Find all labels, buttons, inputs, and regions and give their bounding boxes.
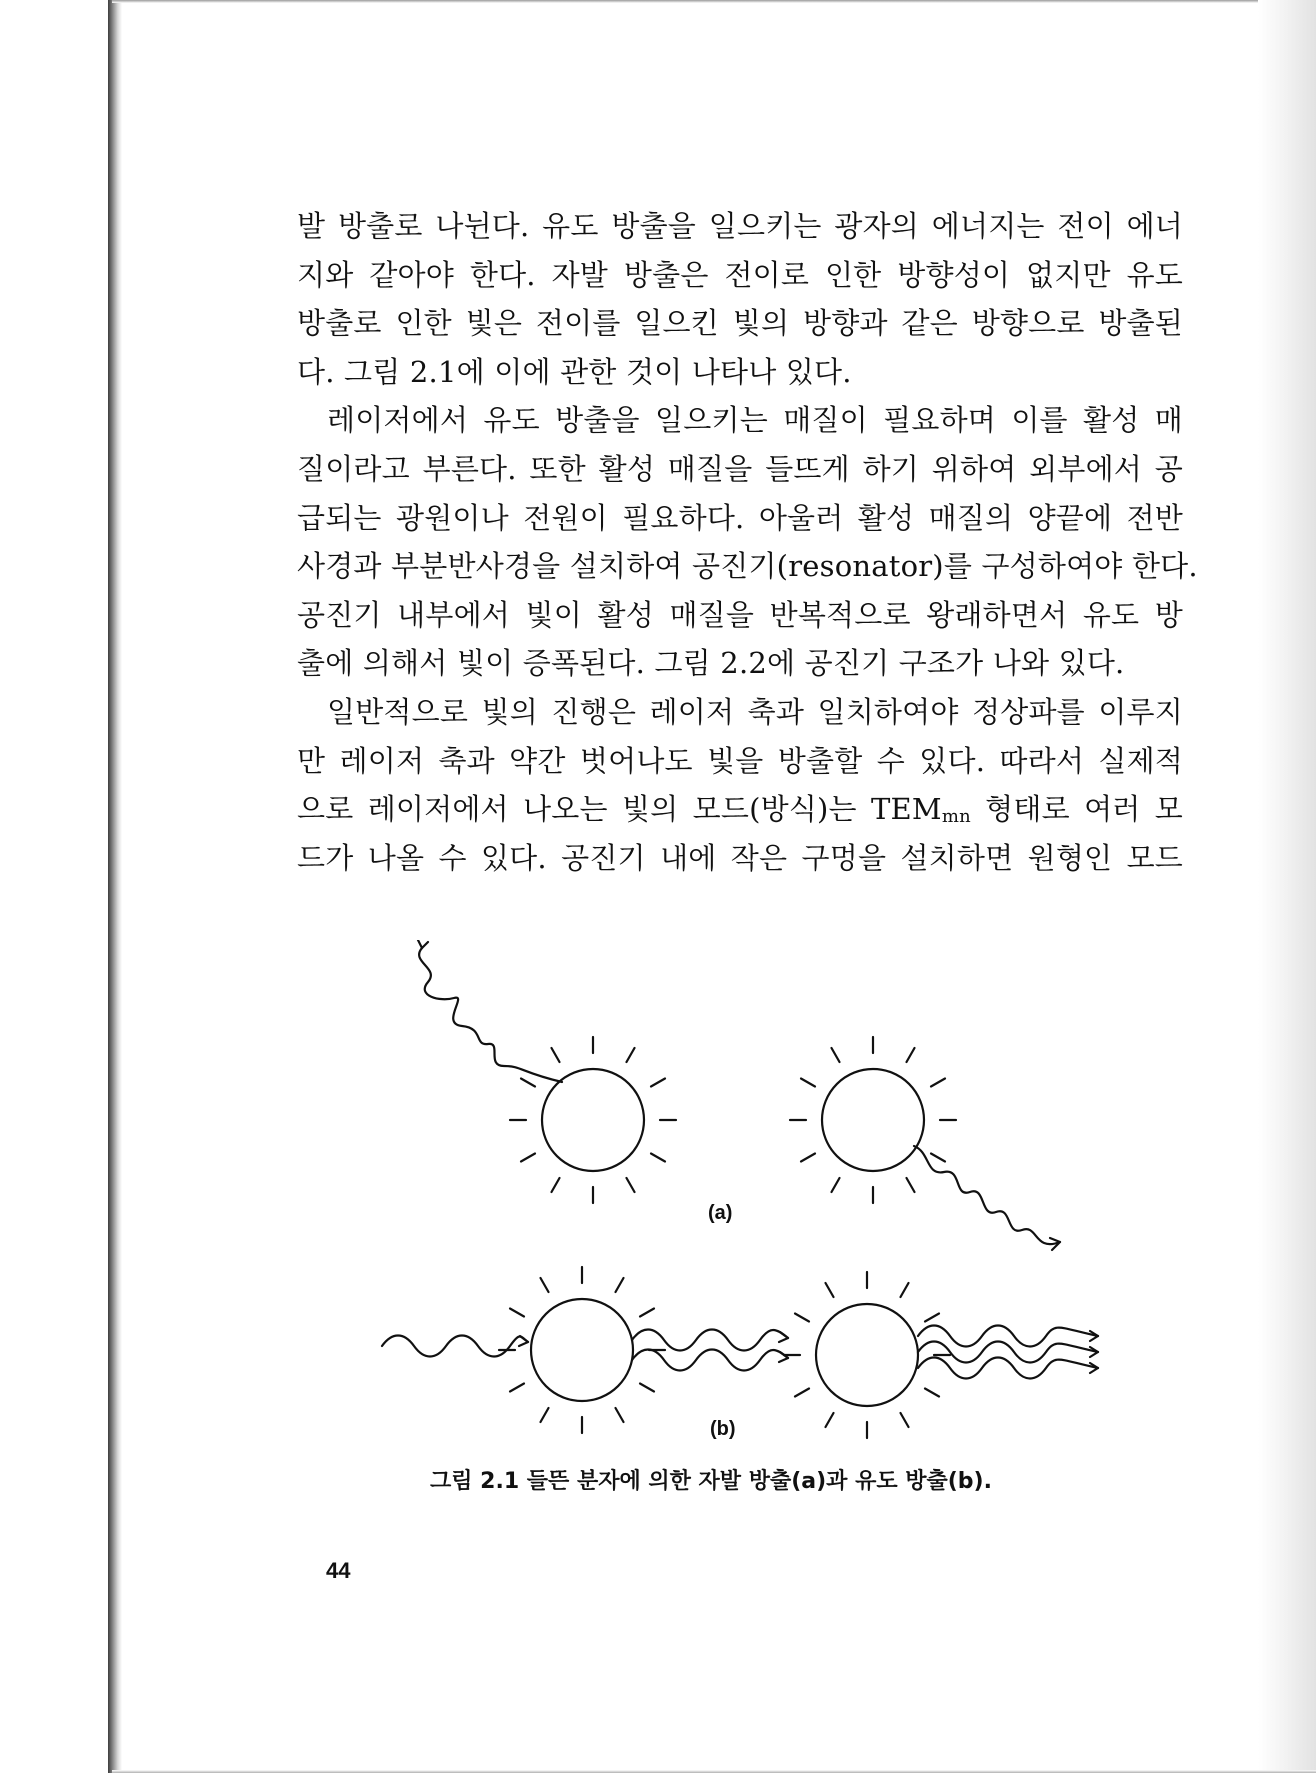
photon-pair-b-lower [632,1350,788,1371]
figure-caption: 그림 2.1 들뜬 분자에 의한 자발 방출(a)과 유도 방출(b). [430,1469,992,1494]
text-line-6: 질이라고 부른다. 또한 활성 매질을 들뜨게 하기 위하여 외부에서 공 [297,451,1183,486]
incoming-photon-b [382,1336,528,1357]
page-number: 44 [326,1558,351,1583]
molecule-a-left-rays [510,1037,676,1203]
molecule-b-right-rays [784,1272,950,1438]
page-right-shadow [1258,0,1316,1773]
figure-2-1 [370,940,1110,1460]
text-line-14: 드가 나올 수 있다. 공진기 내에 작은 구멍을 설치하면 원형인 모드 [297,840,1183,875]
molecule-a-right [822,1069,924,1171]
text-line-13 [297,785,1183,834]
emitted-photon-a [914,1146,1060,1244]
text-line-12: 만 레이저 축과 약간 벗어나도 빛을 방출할 수 있다. 따라서 실제적 [297,743,1183,778]
text-line-3: 방출로 인한 빛은 전이를 일으킨 빛의 방향과 같은 방향으로 방출된 [297,306,1183,341]
molecule-a-right-rays [790,1037,956,1203]
output-photon-b-2 [918,1342,1098,1363]
text-line-1: 발 방출로 나뉜다. 유도 방출을 일으키는 광자의 에너지는 전이 에너 [297,209,1183,243]
molecule-b-right [816,1304,918,1406]
figure-label-b: (b) [710,1418,736,1440]
figure-drawing [370,940,1110,1460]
body-text [297,202,1198,882]
molecule-b-left [531,1299,633,1401]
text-line-5: 레이저에서 유도 방출을 일으키는 매질이 필요하며 이를 활성 매 [327,403,1183,438]
molecule-a-left [542,1069,644,1171]
text-line-8: 사경과 부분반사경을 설치하여 공진기(resonator)를 구성하여야 한다. [297,549,1198,584]
tem-subscript: mn [941,806,971,828]
photon-pair-b-upper [632,1330,788,1351]
output-photon-b-1 [918,1326,1098,1347]
text-line-4: 다. 그림 2.1에 이에 관한 것이 나타나 있다. [297,354,852,389]
text-line-13-head: 으로 레이저에서 나오는 빛의 모드(방식)는 TEM [297,792,942,827]
text-line-7: 급되는 광원이나 전원이 필요하다. 아울러 활성 매질의 양끝에 전반 [297,500,1183,535]
text-line-10: 출에 의해서 빛이 증폭된다. 그림 2.2에 공진기 구조가 나와 있다. [297,646,1125,681]
text-line-11: 일반적으로 빛의 진행은 레이저 축과 일치하여야 정상파를 이루지 [327,694,1183,729]
figure-label-a: (a) [708,1202,733,1224]
text-line-9: 공진기 내부에서 빛이 활성 매질을 반복적으로 왕래하면서 유도 방 [297,597,1183,632]
text-line-13-tail: 형태로 여러 모 [970,792,1183,827]
molecule-b-left-rays [499,1267,665,1433]
output-photon-b-3 [918,1358,1098,1379]
page-top-edge [112,0,1316,3]
text-line-2: 지와 같아야 한다. 자발 방출은 전이로 인한 방향성이 없지만 유도 [297,257,1183,292]
incoming-photon-a [419,948,562,1082]
page-binding-shadow [108,0,122,1773]
